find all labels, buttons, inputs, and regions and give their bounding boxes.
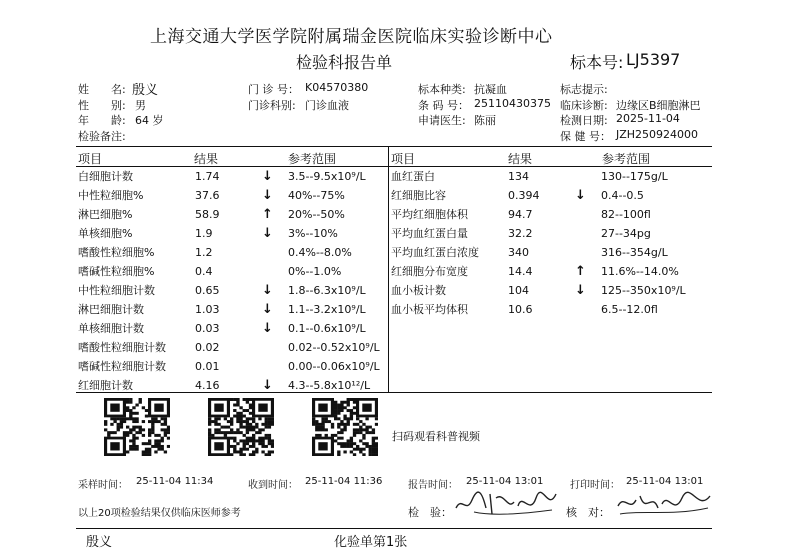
test-result-value: 0.65 xyxy=(195,284,220,297)
table-row xyxy=(391,281,691,300)
left-header-result: 结果 xyxy=(194,152,219,166)
receive-time: 25-11-04 11:36 xyxy=(305,476,383,487)
test-date: 2025-11-04 xyxy=(616,112,680,125)
left-header-item: 项目 xyxy=(78,152,103,166)
abnormal-flag-icon: ↑ xyxy=(575,264,586,279)
table-row xyxy=(78,300,378,319)
abnormal-flag-icon: ↓ xyxy=(262,321,273,336)
sample-type-label: 标本种类: xyxy=(418,83,466,96)
test-item-name: 中性粒细胞计数 xyxy=(78,284,155,297)
diagnosis: 边缘区B细胞淋巴 xyxy=(616,99,701,112)
report-title: 检验科报告单 xyxy=(296,53,393,72)
test-item-name: 嗜碱性粒细胞计数 xyxy=(78,360,166,373)
test-result-value: 0.4 xyxy=(195,265,213,278)
right-header-item: 项目 xyxy=(391,152,416,166)
print-label: 打印时间： xyxy=(570,480,620,491)
test-item-name: 血小板平均体积 xyxy=(391,303,468,316)
reference-range: 130--175g/L xyxy=(601,170,668,183)
clinic-dept: 门诊血液 xyxy=(305,99,349,112)
barcode-label: 条 码 号： xyxy=(418,99,469,112)
abnormal-flag-icon: ↓ xyxy=(262,378,273,393)
collect-label: 采样时间： xyxy=(78,480,128,491)
reference-range: 316--354g/L xyxy=(601,246,668,259)
insurance-label: 保 健 号： xyxy=(560,130,611,143)
test-result-value: 10.6 xyxy=(508,303,533,316)
abnormal-flag-icon: ↓ xyxy=(262,283,273,298)
print-time: 25-11-04 13:01 xyxy=(626,476,704,487)
reference-range: 125--350x10⁹/L xyxy=(601,284,686,297)
disclaimer-note: 以上20项检验结果仅供临床医师参考 xyxy=(78,508,241,519)
test-item-name: 血红蛋白 xyxy=(391,170,435,183)
barcode: 25110430375 xyxy=(474,97,551,110)
table-row xyxy=(78,281,378,300)
patient-name: 殷义 xyxy=(132,83,159,98)
reference-range: 0.4%--8.0% xyxy=(288,246,352,259)
table-row xyxy=(391,262,691,281)
sex-label: 性 别: xyxy=(78,99,126,112)
clinic-no-label: 门 诊 号： xyxy=(248,83,299,96)
test-item-name: 红细胞比容 xyxy=(391,189,446,202)
test-result-value: 0.02 xyxy=(195,341,220,354)
reference-range: 0.1--0.6x10⁹/L xyxy=(288,322,366,335)
doctor: 陈丽 xyxy=(474,114,496,127)
test-result-value: 14.4 xyxy=(508,265,533,278)
abnormal-flag-icon: ↑ xyxy=(262,207,273,222)
receive-label: 收到时间： xyxy=(248,480,298,491)
table-row xyxy=(391,186,691,205)
reference-range: 11.6%--14.0% xyxy=(601,265,679,278)
bottom-patient-name: 殷义 xyxy=(86,535,113,550)
test-result-value: 340 xyxy=(508,246,529,259)
reference-range: 0%--1.0% xyxy=(288,265,342,278)
collect-time: 25-11-04 11:34 xyxy=(136,476,214,487)
remark-label: 检验备注: xyxy=(78,130,126,143)
test-result-value: 32.2 xyxy=(508,227,533,240)
clinic-no: K04570380 xyxy=(305,81,369,94)
table-row xyxy=(78,338,378,357)
table-row xyxy=(391,167,691,186)
table-row xyxy=(391,300,691,319)
table-row xyxy=(78,262,378,281)
diagnosis-label: 临床诊断: xyxy=(560,99,608,112)
reference-range: 1.1--3.2x10⁹/L xyxy=(288,303,366,316)
test-item-name: 嗜酸性粒细胞计数 xyxy=(78,341,166,354)
table-row xyxy=(78,186,378,205)
reference-range: 20%--50% xyxy=(288,208,345,221)
test-result-value: 94.7 xyxy=(508,208,533,221)
tester-label: 检 验： xyxy=(408,506,452,519)
age-label: 年 龄: xyxy=(78,114,126,127)
hospital-title: 上海交通大学医学院附属瑞金医院临床实验诊断中心 xyxy=(150,27,553,47)
test-item-name: 红细胞计数 xyxy=(78,379,133,392)
table-row xyxy=(78,357,378,376)
reference-range: 4.3--5.8x10¹²/L xyxy=(288,379,371,392)
flag-label: 标志提示: xyxy=(560,83,608,96)
reference-range: 0.00--0.06x10⁹/L xyxy=(288,360,380,373)
abnormal-flag-icon: ↓ xyxy=(262,169,273,184)
sample-type: 抗凝血 xyxy=(474,83,507,96)
reference-range: 0.4--0.5 xyxy=(601,189,644,202)
patient-age: 64 岁 xyxy=(135,114,164,127)
reference-range: 82--100fl xyxy=(601,208,651,221)
test-item-name: 嗜碱性粒细胞% xyxy=(78,265,155,278)
test-result-value: 0.394 xyxy=(508,189,540,202)
table-row xyxy=(391,205,691,224)
test-result-value: 4.16 xyxy=(195,379,220,392)
patient-sex: 男 xyxy=(135,99,146,112)
qr-code-2 xyxy=(208,398,274,456)
test-result-value: 0.01 xyxy=(195,360,220,373)
right-header-range: 参考范围 xyxy=(602,152,651,166)
reference-range: 6.5--12.0fl xyxy=(601,303,658,316)
table-row xyxy=(78,167,378,186)
reference-range: 3%--10% xyxy=(288,227,338,240)
table-top-line xyxy=(76,146,712,147)
insurance: JZH250924000 xyxy=(616,128,699,141)
sample-no-label: 标本号: xyxy=(570,53,624,72)
test-result-value: 104 xyxy=(508,284,529,297)
table-row xyxy=(78,376,378,395)
test-item-name: 嗜酸性粒细胞% xyxy=(78,246,155,259)
report-label: 报告时间： xyxy=(408,480,458,491)
test-item-name: 淋巴细胞% xyxy=(78,208,133,221)
test-result-value: 0.03 xyxy=(195,322,220,335)
table-divider xyxy=(388,146,389,392)
test-item-name: 平均血红蛋白浓度 xyxy=(391,246,479,259)
doctor-label: 申请医生: xyxy=(418,114,466,127)
reference-range: 1.8--6.3x10⁹/L xyxy=(288,284,366,297)
reviewer-signature xyxy=(612,486,716,520)
right-header-result: 结果 xyxy=(508,152,533,166)
test-item-name: 单核细胞% xyxy=(78,227,133,240)
qr-code-3 xyxy=(312,398,378,456)
report-time: 25-11-04 13:01 xyxy=(466,476,544,487)
table-row xyxy=(78,224,378,243)
abnormal-flag-icon: ↓ xyxy=(262,226,273,241)
footer-line xyxy=(76,528,712,529)
test-item-name: 单核细胞计数 xyxy=(78,322,144,335)
reference-range: 40%--75% xyxy=(288,189,345,202)
test-result-value: 134 xyxy=(508,170,529,183)
name-label: 姓 名: xyxy=(78,83,126,96)
test-item-name: 淋巴细胞计数 xyxy=(78,303,144,316)
sample-no: LJ5397 xyxy=(626,50,681,69)
test-result-value: 1.2 xyxy=(195,246,213,259)
test-result-value: 1.03 xyxy=(195,303,220,316)
table-row xyxy=(78,243,378,262)
clinic-dept-label: 门诊科别: xyxy=(248,99,296,112)
left-header-range: 参考范围 xyxy=(288,152,337,166)
test-result-value: 1.74 xyxy=(195,170,220,183)
test-date-label: 检测日期: xyxy=(560,114,608,127)
abnormal-flag-icon: ↓ xyxy=(575,283,586,298)
table-row xyxy=(391,243,691,262)
test-result-value: 58.9 xyxy=(195,208,220,221)
test-result-value: 1.9 xyxy=(195,227,213,240)
abnormal-flag-icon: ↓ xyxy=(575,188,586,203)
table-row xyxy=(78,319,378,338)
reference-range: 3.5--9.5x10⁹/L xyxy=(288,170,366,183)
test-item-name: 中性粒细胞% xyxy=(78,189,144,202)
qr-code-1 xyxy=(104,398,170,456)
abnormal-flag-icon: ↓ xyxy=(262,302,273,317)
table-row xyxy=(391,224,691,243)
test-item-name: 平均红细胞体积 xyxy=(391,208,468,221)
page-label: 化验单第1张 xyxy=(334,535,408,550)
qr-caption: 扫码观看科普视频 xyxy=(392,430,480,443)
table-row xyxy=(78,205,378,224)
test-item-name: 平均血红蛋白量 xyxy=(391,227,468,240)
reviewer-label: 核 对： xyxy=(566,506,610,519)
test-item-name: 白细胞计数 xyxy=(78,170,133,183)
reference-range: 0.02--0.52x10⁹/L xyxy=(288,341,380,354)
abnormal-flag-icon: ↓ xyxy=(262,188,273,203)
tester-signature xyxy=(452,486,562,520)
test-item-name: 红细胞分布宽度 xyxy=(391,265,468,278)
test-item-name: 血小板计数 xyxy=(391,284,446,297)
test-result-value: 37.6 xyxy=(195,189,220,202)
reference-range: 27--34pg xyxy=(601,227,651,240)
